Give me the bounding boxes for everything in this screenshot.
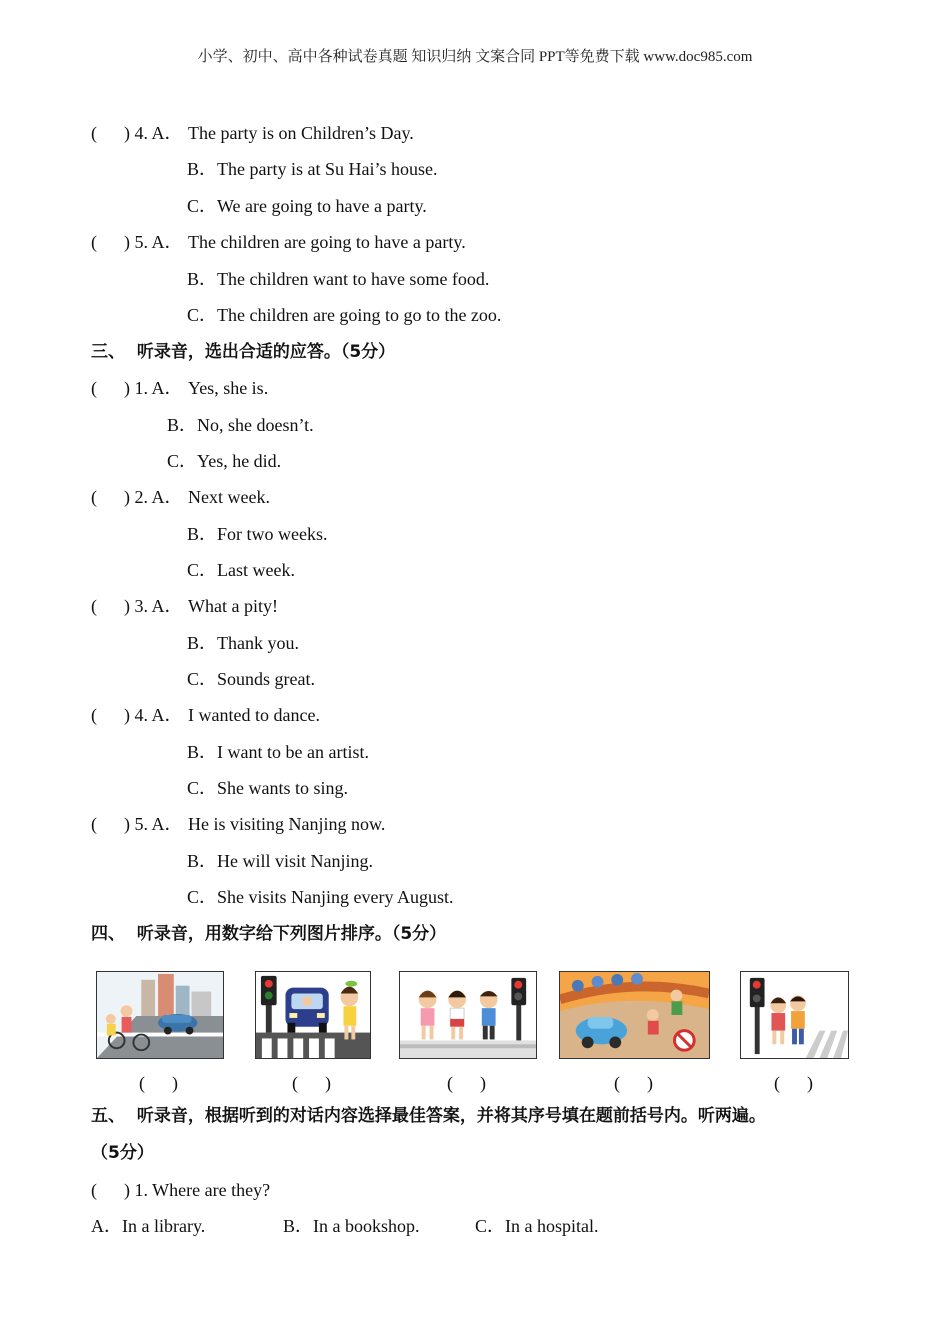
option-b: B．I want to be an artist.	[187, 742, 369, 762]
section-3-title: 三、 听录音，选出合适的应答。（5分）	[91, 342, 396, 362]
option-b: B．He will visit Nanjing.	[187, 851, 373, 871]
answer-blank[interactable]: ( )	[139, 1073, 178, 1093]
option-c: C．We are going to have a party.	[187, 196, 427, 216]
section-5-title: 五、 听录音，根据听到的对话内容选择最佳答案，并将其序号填在题前括号内。听两遍。	[91, 1106, 766, 1126]
section-4-title: 四、 听录音，用数字给下列图片排序。（5分）	[91, 924, 447, 944]
question-number: ( ) 2. A．	[91, 487, 183, 507]
option-a: I wanted to dance.	[188, 705, 320, 725]
section-5-score: （5分）	[91, 1143, 154, 1163]
question-number: ( ) 4. A．	[91, 705, 183, 725]
option-a: The party is on Children’s Day.	[188, 123, 414, 143]
option-b: B．No, she doesn’t.	[167, 415, 314, 435]
answer-blank[interactable]: ( )	[774, 1073, 813, 1093]
answer-blank[interactable]: ( )	[447, 1073, 486, 1093]
answer-blank[interactable]: ( )	[614, 1073, 653, 1093]
picture-children-red-light	[740, 971, 849, 1059]
option-a: The children are going to have a party.	[188, 232, 466, 252]
picture-children-near-car	[559, 971, 710, 1059]
option-c: C．Yes, he did.	[167, 451, 282, 471]
question-number: ( ) 1. A．	[91, 378, 183, 398]
picture-street-cyclists	[96, 971, 224, 1059]
option-a: A．In a library.	[91, 1216, 206, 1236]
question-number: ( ) 3. A．	[91, 596, 183, 616]
answer-blank[interactable]: ( )	[292, 1073, 331, 1093]
option-c: C．In a hospital.	[475, 1216, 599, 1236]
question-number: ( ) 5. A．	[91, 814, 183, 834]
option-c: C．Sounds great.	[187, 669, 315, 689]
picture-children-traffic-light	[399, 971, 537, 1059]
option-c: C．She wants to sing.	[187, 778, 349, 798]
option-b: B．Thank you.	[187, 633, 299, 653]
picture-car-crossing-girl	[255, 971, 371, 1059]
option-b: B．The party is at Su Hai’s house.	[187, 159, 438, 179]
question-text: ( ) 1. Where are they?	[91, 1180, 271, 1200]
option-a: What a pity!	[188, 596, 278, 616]
option-c: C．The children are going to go to the zoo.	[187, 305, 502, 325]
option-a: Yes, she is.	[188, 378, 269, 398]
option-a: Next week.	[188, 487, 270, 507]
option-a: He is visiting Nanjing now.	[188, 814, 386, 834]
option-b: B．The children want to have some food.	[187, 269, 490, 289]
option-c: C．She visits Nanjing every August.	[187, 887, 454, 907]
question-number: ( ) 5. A．	[91, 232, 183, 252]
option-b: B．For two weeks.	[187, 524, 328, 544]
question-number: ( ) 4. A．	[91, 123, 183, 143]
option-b: B．In a bookshop.	[283, 1216, 420, 1236]
option-c: C．Last week.	[187, 560, 295, 580]
page-header: 小学、初中、高中各种试卷真题 知识归纳 文案合同 PPT等免费下载 www.doc985.com	[197, 49, 753, 65]
